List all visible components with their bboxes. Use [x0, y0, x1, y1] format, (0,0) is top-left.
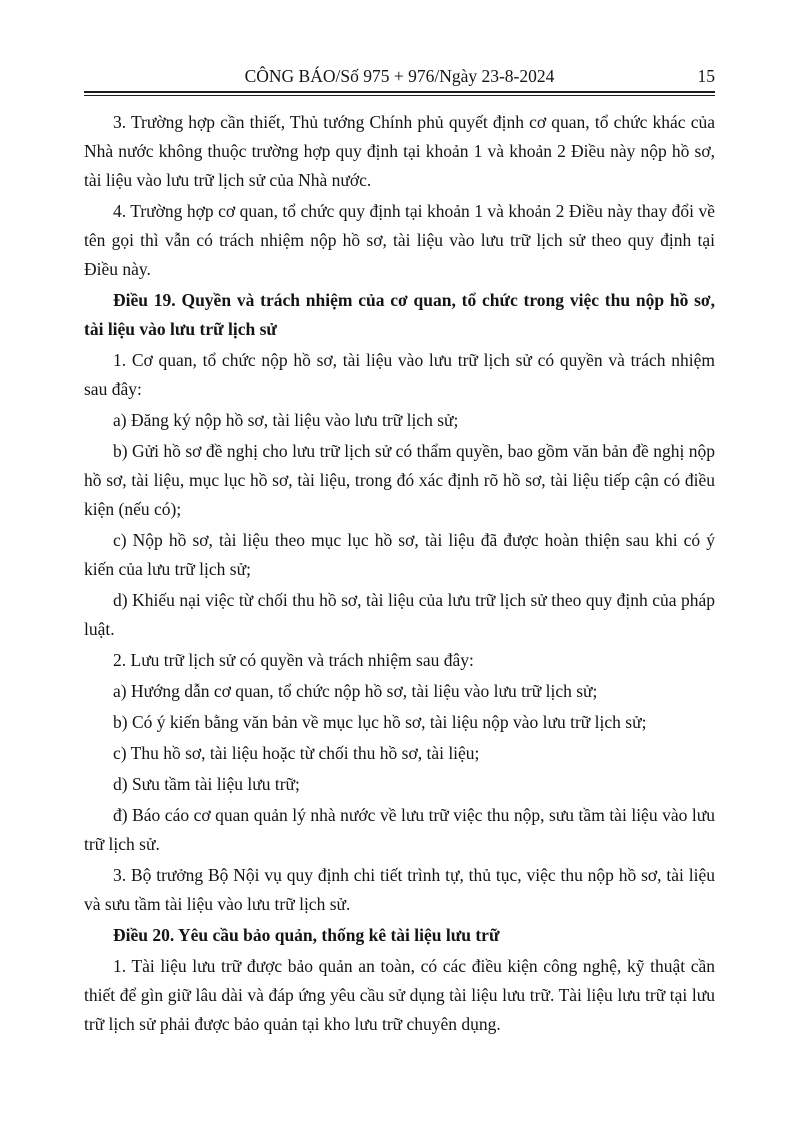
paragraph: c) Nộp hồ sơ, tài liệu theo mục lục hồ sơ, tài liệu đã được hoàn thiện sau khi có ý kiến của lưu trữ lịch sử; [84, 530, 715, 579]
paragraph: 3. Trường hợp cần thiết, Thủ tướng Chính phủ quyết định cơ quan, tổ chức khác của Nhà nước không thuộc trường hợp quy định tại khoản 1 và khoản 2 Điều này nộp hồ sơ, tài liệu vào lưu trữ lịch sử của Nhà nước. [84, 112, 715, 190]
article-heading: Điều 20. Yêu cầu bảo quản, thống kê tài liệu lưu trữ [113, 925, 500, 945]
paragraph: a) Đăng ký nộp hồ sơ, tài liệu vào lưu trữ lịch sử; [113, 410, 459, 430]
document-body [84, 108, 715, 1039]
paragraph: 1. Tài liệu lưu trữ được bảo quản an toàn, có các điều kiện công nghệ, kỹ thuật cần thiết để gìn giữ lâu dài và đáp ứng yêu cầu sử dụng tài liệu lưu trữ. Tài liệu lưu trữ tại lưu trữ lịch sử phải được bảo quản tại kho lưu trữ chuyên dụng. [84, 956, 715, 1034]
paragraph: d) Sưu tầm tài liệu lưu trữ; [113, 774, 300, 794]
paragraph: 1. Cơ quan, tổ chức nộp hồ sơ, tài liệu vào lưu trữ lịch sử có quyền và trách nhiệm sau đây: [84, 350, 715, 399]
article-heading: Điều 19. Quyền và trách nhiệm của cơ quan, tổ chức trong việc thu nộp hồ sơ, tài liệu vào lưu trữ lịch sử [84, 290, 715, 339]
paragraph: c) Thu hồ sơ, tài liệu hoặc từ chối thu hồ sơ, tài liệu; [113, 743, 480, 763]
paragraph: a) Hướng dẫn cơ quan, tổ chức nộp hồ sơ, tài liệu vào lưu trữ lịch sử; [113, 681, 598, 701]
gazette-header-title: CÔNG BÁO/Số 975 + 976/Ngày 23-8-2024 [244, 66, 555, 86]
paragraph: 2. Lưu trữ lịch sử có quyền và trách nhiệm sau đây: [113, 650, 474, 670]
paragraph: b) Có ý kiến bằng văn bản về mục lục hồ sơ, tài liệu nộp vào lưu trữ lịch sử; [113, 712, 647, 732]
running-header [84, 0, 715, 88]
paragraph: 3. Bộ trưởng Bộ Nội vụ quy định chi tiết trình tự, thủ tục, việc thu nộp hồ sơ, tài liệu và sưu tầm tài liệu vào lưu trữ lịch sử. [84, 865, 715, 914]
paragraph: b) Gửi hồ sơ đề nghị cho lưu trữ lịch sử có thẩm quyền, bao gồm văn bản đề nghị nộp hồ sơ, tài liệu, mục lục hồ sơ, tài liệu, trong đó xác định rõ hồ sơ, tài liệu tiếp cận có điều kiện (nếu có); [84, 441, 715, 519]
header-divider-rule [84, 91, 715, 96]
page-number: 15 [697, 66, 715, 86]
paragraph: đ) Báo cáo cơ quan quản lý nhà nước về lưu trữ việc thu nộp, sưu tầm tài liệu vào lưu trữ lịch sử. [84, 805, 715, 854]
paragraph: d) Khiếu nại việc từ chối thu hồ sơ, tài liệu của lưu trữ lịch sử theo quy định của pháp luật. [84, 590, 715, 639]
paragraph: 4. Trường hợp cơ quan, tổ chức quy định tại khoản 1 và khoản 2 Điều này thay đổi về tên gọi thì vẫn có trách nhiệm nộp hồ sơ, tài liệu vào lưu trữ lịch sử theo quy định tại Điều này. [84, 201, 715, 279]
